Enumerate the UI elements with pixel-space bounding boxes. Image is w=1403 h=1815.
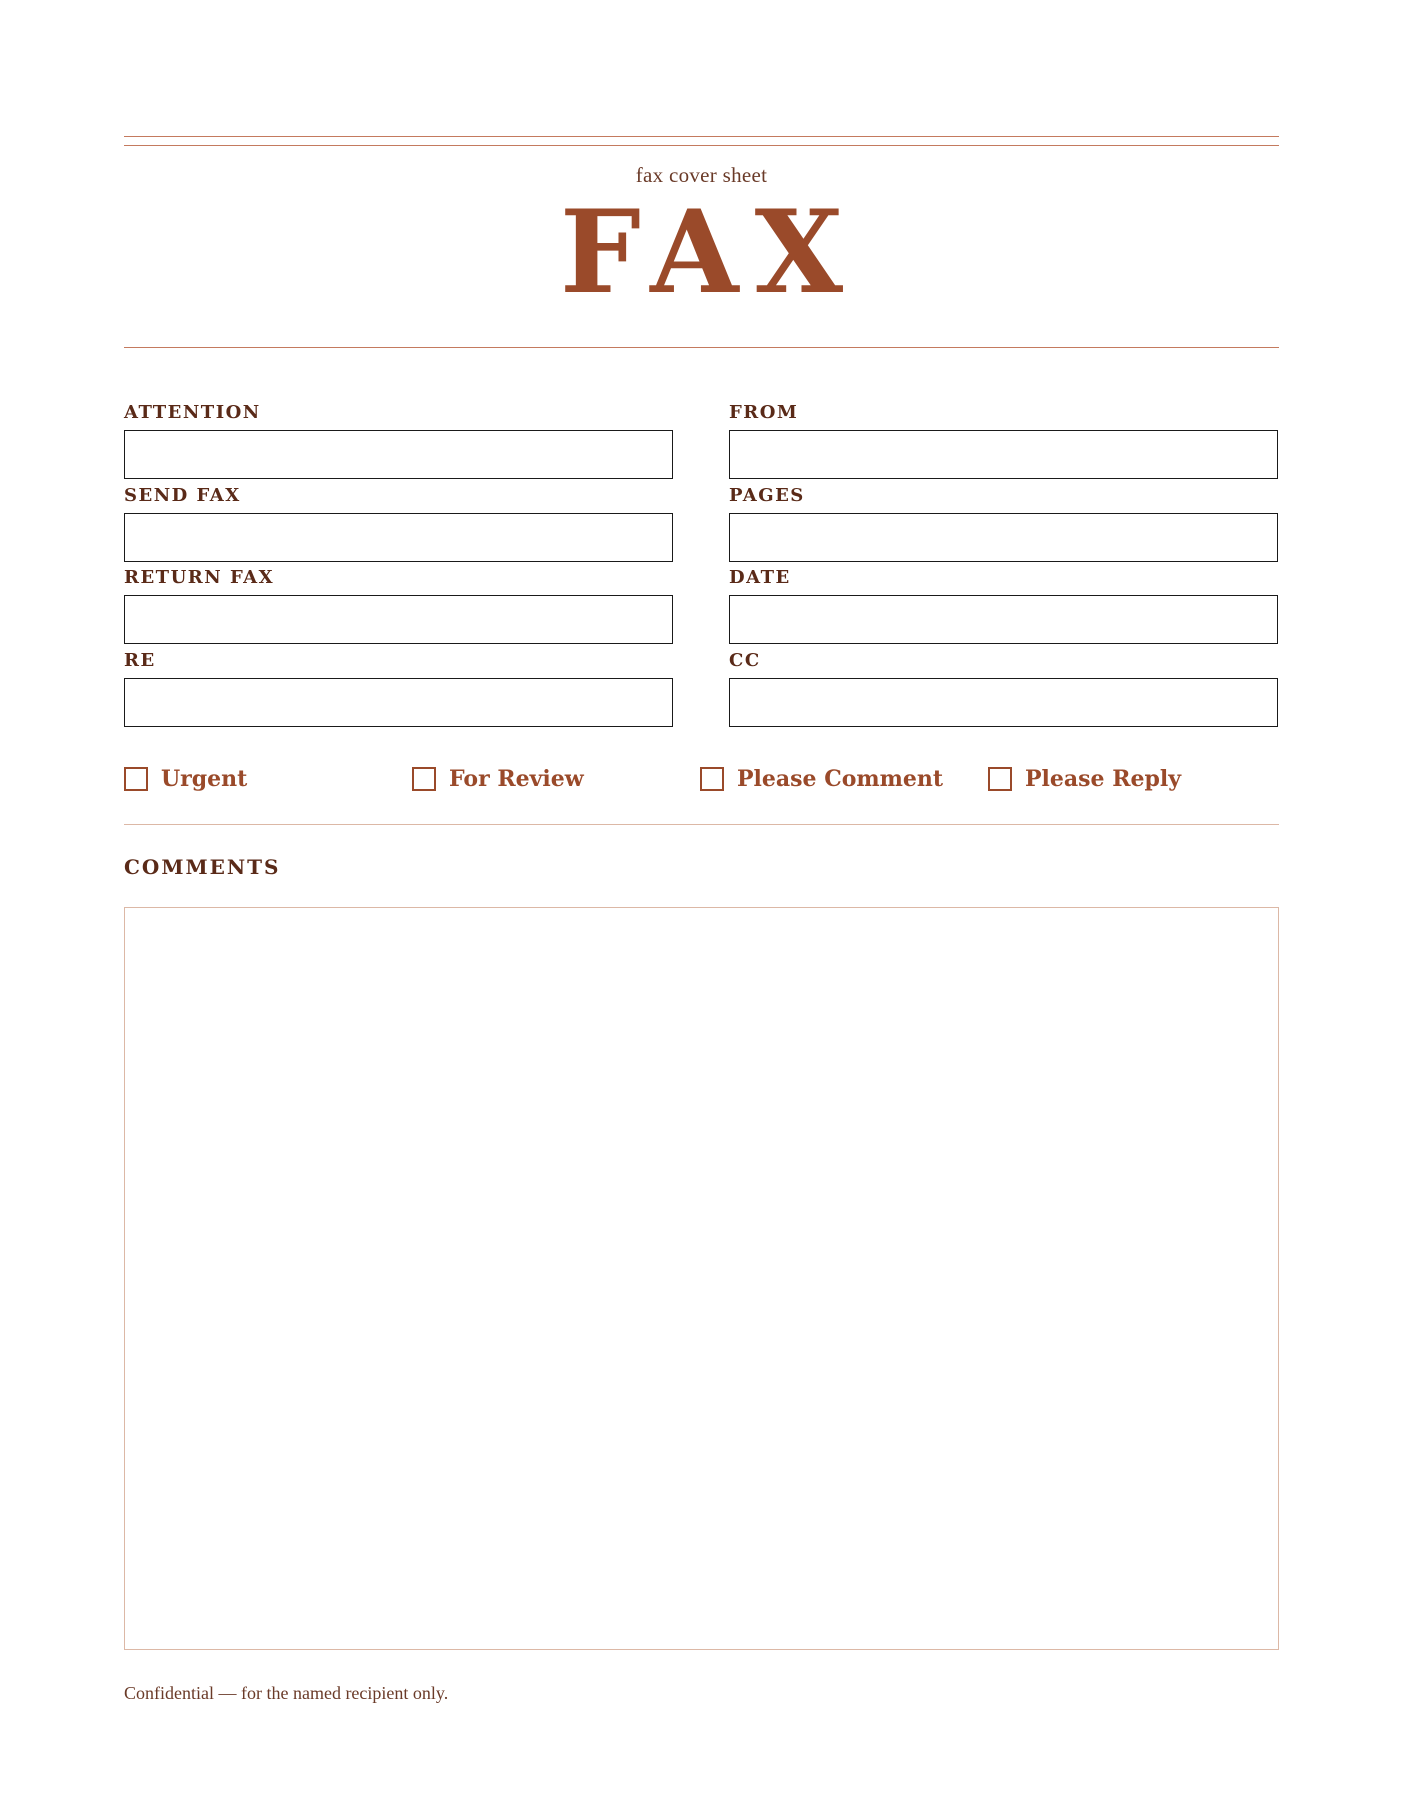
send-fax-field[interactable]: [124, 513, 673, 562]
header-second-rule: [124, 145, 1279, 146]
please-reply-label: Please Reply: [1025, 766, 1181, 792]
page-title: FAX: [559, 185, 860, 319]
checkbox-divider: [124, 824, 1279, 825]
return-fax-field[interactable]: [124, 595, 673, 644]
please-comment-label: Please Comment: [737, 766, 944, 792]
for-review-option[interactable]: [412, 765, 584, 793]
please-reply-checkbox[interactable]: [988, 767, 1012, 791]
cc-field[interactable]: [729, 678, 1278, 727]
header-top-rule: [124, 136, 1279, 137]
attention-field[interactable]: [124, 430, 673, 479]
return-fax-label: RETURN FAX: [124, 567, 275, 588]
from-label: FROM: [729, 402, 799, 423]
pages-label: PAGES: [729, 485, 805, 506]
comments-textarea[interactable]: [124, 907, 1279, 1650]
urgent-label: Urgent: [161, 766, 248, 792]
comments-label: COMMENTS: [124, 855, 281, 879]
confidential-note: Confidential — for the named recipient only.: [124, 1683, 449, 1703]
please-comment-checkbox[interactable]: [700, 767, 724, 791]
attention-label: ATTENTION: [124, 402, 261, 423]
re-field[interactable]: [124, 678, 673, 727]
subtitle: fax cover sheet: [635, 163, 768, 187]
date-label: DATE: [729, 567, 791, 588]
from-field[interactable]: [729, 430, 1278, 479]
pages-field[interactable]: [729, 513, 1278, 562]
re-label: RE: [124, 650, 156, 671]
urgent-option[interactable]: [124, 765, 247, 793]
urgent-checkbox[interactable]: [124, 767, 148, 791]
header-bottom-rule: [124, 347, 1279, 348]
please-reply-option[interactable]: [988, 765, 1181, 793]
send-fax-label: SEND FAX: [124, 485, 241, 506]
please-comment-option[interactable]: [700, 765, 943, 793]
cc-label: CC: [729, 650, 761, 671]
for-review-checkbox[interactable]: [412, 767, 436, 791]
date-field[interactable]: [729, 595, 1278, 644]
for-review-label: For Review: [449, 766, 584, 792]
